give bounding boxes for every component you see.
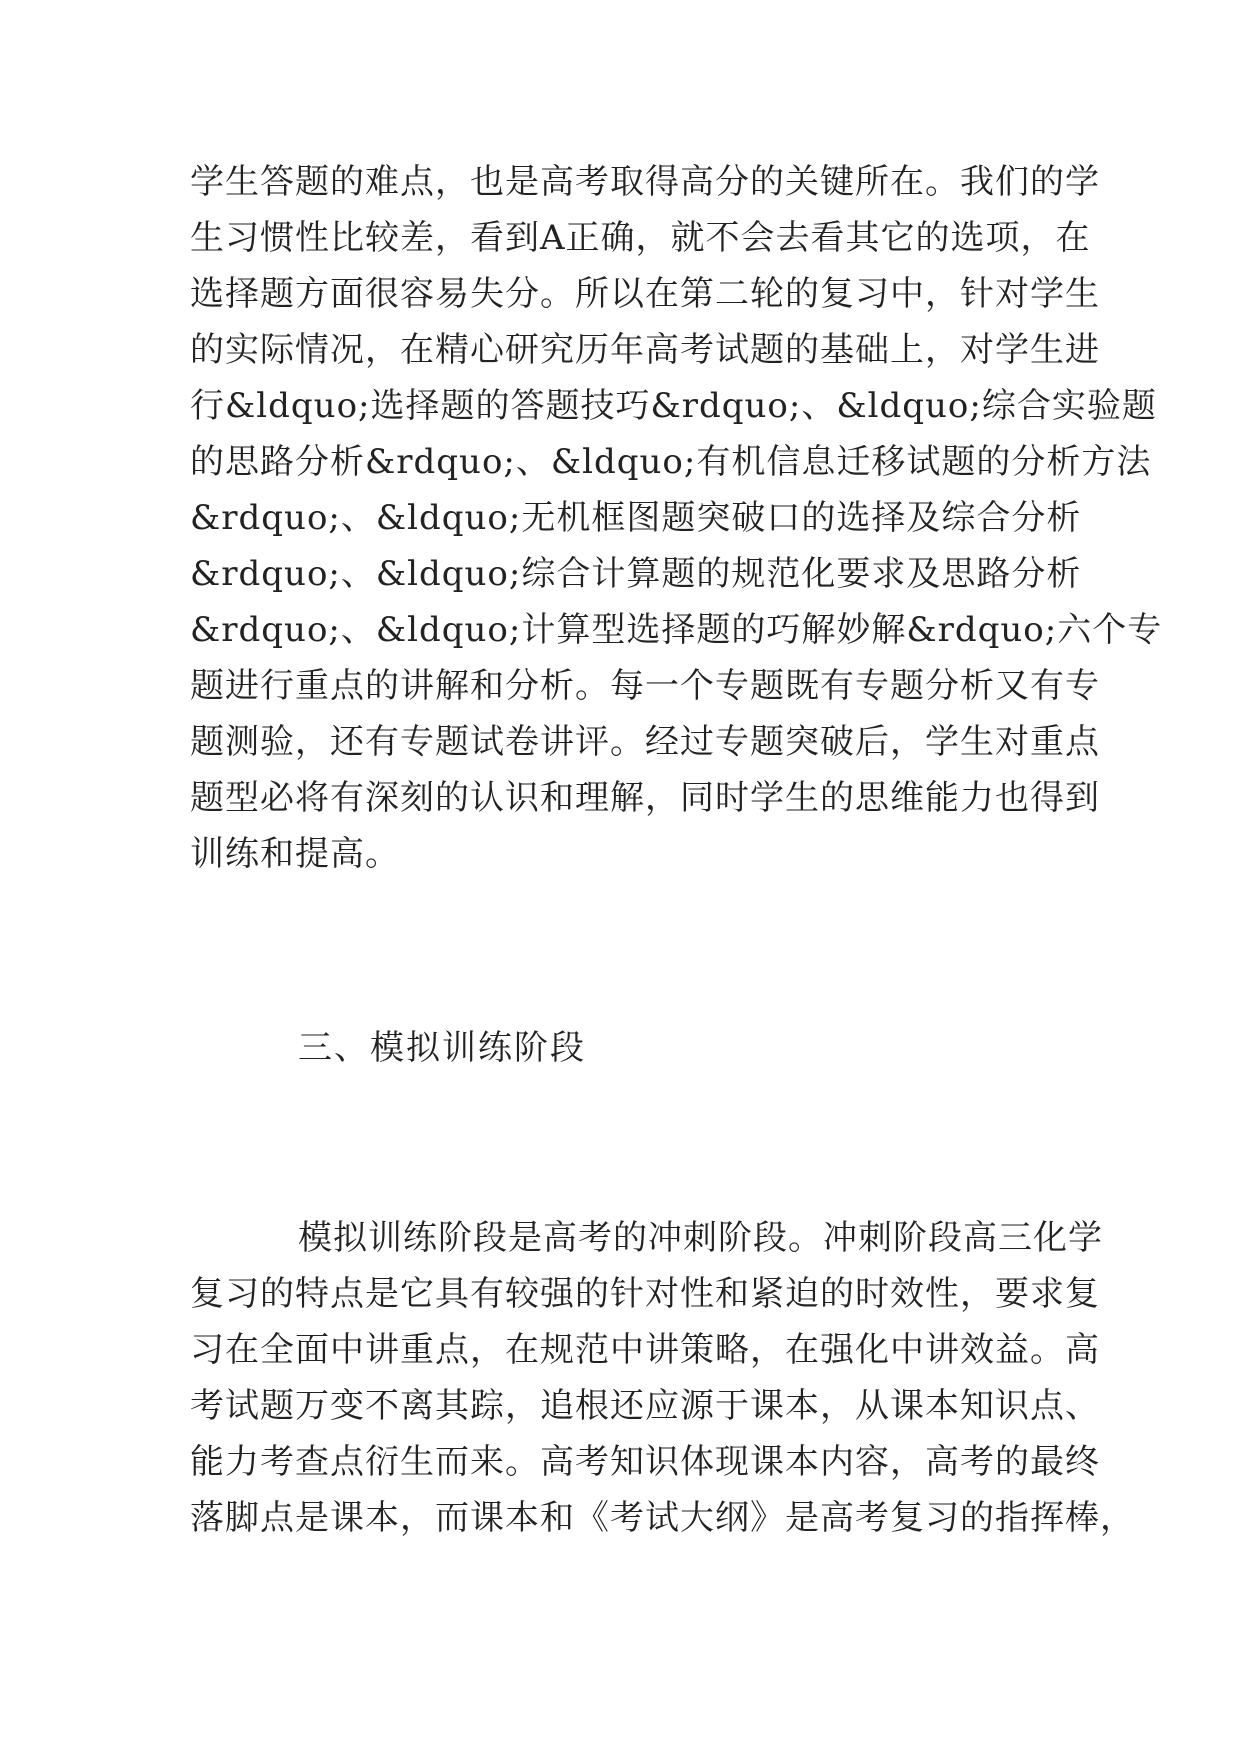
paragraph-line: &rdquo;、&ldquo;无机框图题突破口的选择及综合分析	[190, 498, 1082, 538]
paragraph-line: 模拟训练阶段是高考的冲刺阶段。冲刺阶段高三化学	[298, 1218, 1103, 1258]
paragraph-line: 的思路分析&rdquo;、&ldquo;有机信息迁移试题的分析方法	[190, 442, 1152, 482]
paragraph-line: 能力考查点衍生而来。高考知识体现课本内容，高考的最终	[190, 1442, 1100, 1482]
paragraph-line: 习在全面中讲重点，在规范中讲策略，在强化中讲效益。高	[190, 1330, 1100, 1370]
paragraph-line: 落脚点是课本，而课本和《考试大纲》是高考复习的指挥棒，	[190, 1498, 1135, 1538]
paragraph-line: 生习惯性比较差，看到A正确，就不会去看其它的选项，在	[190, 218, 1091, 258]
paragraph-line: 训练和提高。	[190, 834, 400, 874]
paragraph-line: 的实际情况，在精心研究历年高考试题的基础上，对学生进	[190, 330, 1100, 370]
paragraph-line: 复习的特点是它具有较强的针对性和紧迫的时效性，要求复	[190, 1274, 1100, 1314]
paragraph-line: 考试题万变不离其踪，追根还应源于课本，从课本知识点、	[190, 1386, 1100, 1426]
section-heading: 三、模拟训练阶段	[298, 1028, 586, 1068]
paragraph-line: 行&ldquo;选择题的答题技巧&rdquo;、&ldquo;综合实验题	[190, 386, 1157, 426]
paragraph-line: 选择题方面很容易失分。所以在第二轮的复习中，针对学生	[190, 274, 1100, 314]
paragraph-line: 学生答题的难点，也是高考取得高分的关键所在。我们的学	[190, 162, 1100, 202]
paragraph-line: &rdquo;、&ldquo;计算型选择题的巧解妙解&rdquo;六个专	[190, 610, 1163, 650]
paragraph-line: &rdquo;、&ldquo;综合计算题的规范化要求及思路分析	[190, 554, 1082, 594]
paragraph-line: 题型必将有深刻的认识和理解，同时学生的思维能力也得到	[190, 778, 1100, 818]
paragraph-line: 题测验，还有专题试卷讲评。经过专题突破后，学生对重点	[190, 722, 1100, 762]
paragraph-line: 题进行重点的讲解和分析。每一个专题既有专题分析又有专	[190, 666, 1100, 706]
